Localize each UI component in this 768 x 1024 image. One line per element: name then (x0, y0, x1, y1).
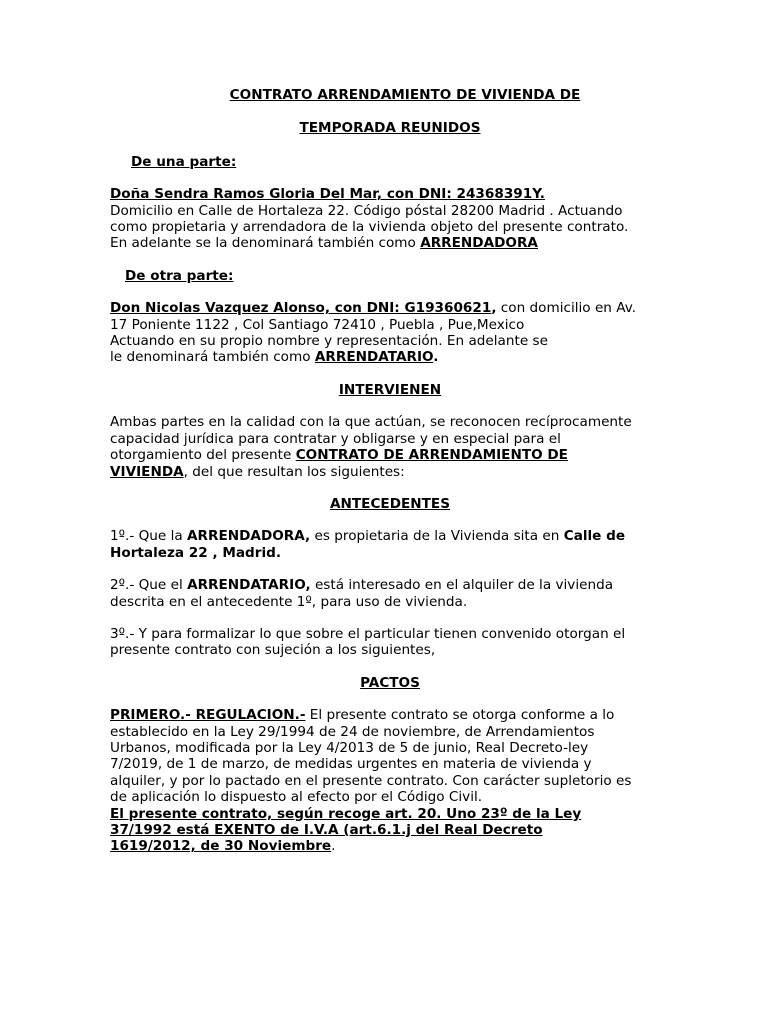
party1-heading: De una parte: (131, 153, 237, 170)
party1-address: Domicilio en Calle de Hortaleza 22. Código póstal 28200 Madrid . Actuando (110, 202, 623, 219)
party2-heading: De otra parte: (125, 267, 234, 284)
pactos-heading: PACTOS (360, 674, 420, 691)
antecedentes-heading: ANTECEDENTES (329, 495, 450, 512)
party1-name-dni: Doña Sendra Ramos Gloria Del Mar, con DNI: 24368391Y. (110, 186, 545, 203)
party2-block: Don Nicolas Vazquez Alonso, con DNI: G19360621, con domicilio en Av. 17 Poniente 1122 , Col Santiago 72410 , Puebla , Pue,Mexico Actuando en su propio nombre y representación. En adelante se le denominará también como ARRENDATARIO. (110, 300, 670, 366)
party2-denomination: le denominará también como (110, 349, 315, 366)
antecedente-3: 3º.- Y para formalizar lo que sobre el particular tienen convenido otorgan el presente contrato con sujeción a los siguientes, (110, 625, 626, 659)
party2-acting: Actuando en su propio nombre y representación. En adelante se (110, 333, 548, 350)
iva-exemption-line-3: 1619/2012, de 30 Noviembre (110, 838, 332, 855)
contract-body (110, 87, 670, 855)
party2-address-start: con domicilio en Av. (496, 300, 637, 317)
party2-address: 17 Poniente 1122 , Col Santiago 72410 , Puebla , Pue,Mexico (110, 316, 525, 333)
antecedente-2: 2º.- Que el ARRENDATARIO, está interesado en el alquiler de la vivienda descrita en el antecedente 1º, para uso de vivienda. (110, 577, 614, 610)
party1-block (110, 186, 670, 252)
intervienen-heading: INTERVIENEN (338, 381, 442, 398)
title-line-2: TEMPORADA REUNIDOS (299, 120, 481, 137)
party1-denomination: En adelante se la denominará también como (110, 235, 421, 252)
party2-role: ARRENDATARIO (314, 349, 434, 366)
party2-name-dni: Don Nicolas Vazquez Alonso, con DNI: G19360621 (110, 300, 492, 317)
pacto-primero: PRIMERO.- REGULACION.- El presente contrato se otorga conforme a lo establecido en la Ley 29/1994 de 24 de noviembre, de Arrendamientos Urbanos, modificada por la Ley 4/2013 de 5 de junio, Real Decreto-ley 7/2019, de 1 de marzo, de medidas urgentes en materia de vivienda y alquiler, y por lo pactado en el presente contrato. Con carácter supletorio es de aplicación lo dispuesto al efecto por el Código Civil. El presente contrato, según recoge art. 20. Uno 23º de la Ley 37/1992 está EXENTO de I.V.A (art.6.1.j del Real Decreto 1619/2012, de 30 Noviembre. (110, 707, 670, 855)
intervienen-paragraph: Ambas partes en la calidad con la que actúan, se reconocen recíprocamente capacidad jurídica para contratar y obligarse y en especial para el otorgamiento del presente CONTRATO DE ARRENDAMIENTO DE VIVIENDA, del que resultan los siguientes: (110, 414, 632, 480)
party1-role: ARRENDADORA (420, 235, 538, 252)
iva-exemption-line-2: 37/1992 está EXENTO de I.V.A (art.6.1.j del Real Decreto (110, 822, 543, 838)
party1-role-desc: como propietaria y arrendadora de la vivienda objeto del presente contrato. (110, 219, 629, 236)
primero-label: PRIMERO.- REGULACION.- (110, 707, 306, 724)
iva-exemption-line-1: El presente contrato, según recoge art. 20. Uno 23º de la Ley (110, 805, 582, 822)
title-line-1: CONTRATO ARRENDAMIENTO DE VIVIENDA DE (229, 87, 581, 103)
contract-type-bold: CONTRATO DE ARRENDAMIENTO DE (295, 447, 568, 464)
antecedente-1: 1º.- Que la ARRENDADORA, es propietaria de la Vivienda sita en Calle de Hortaleza 22 , Madrid. (110, 528, 626, 561)
